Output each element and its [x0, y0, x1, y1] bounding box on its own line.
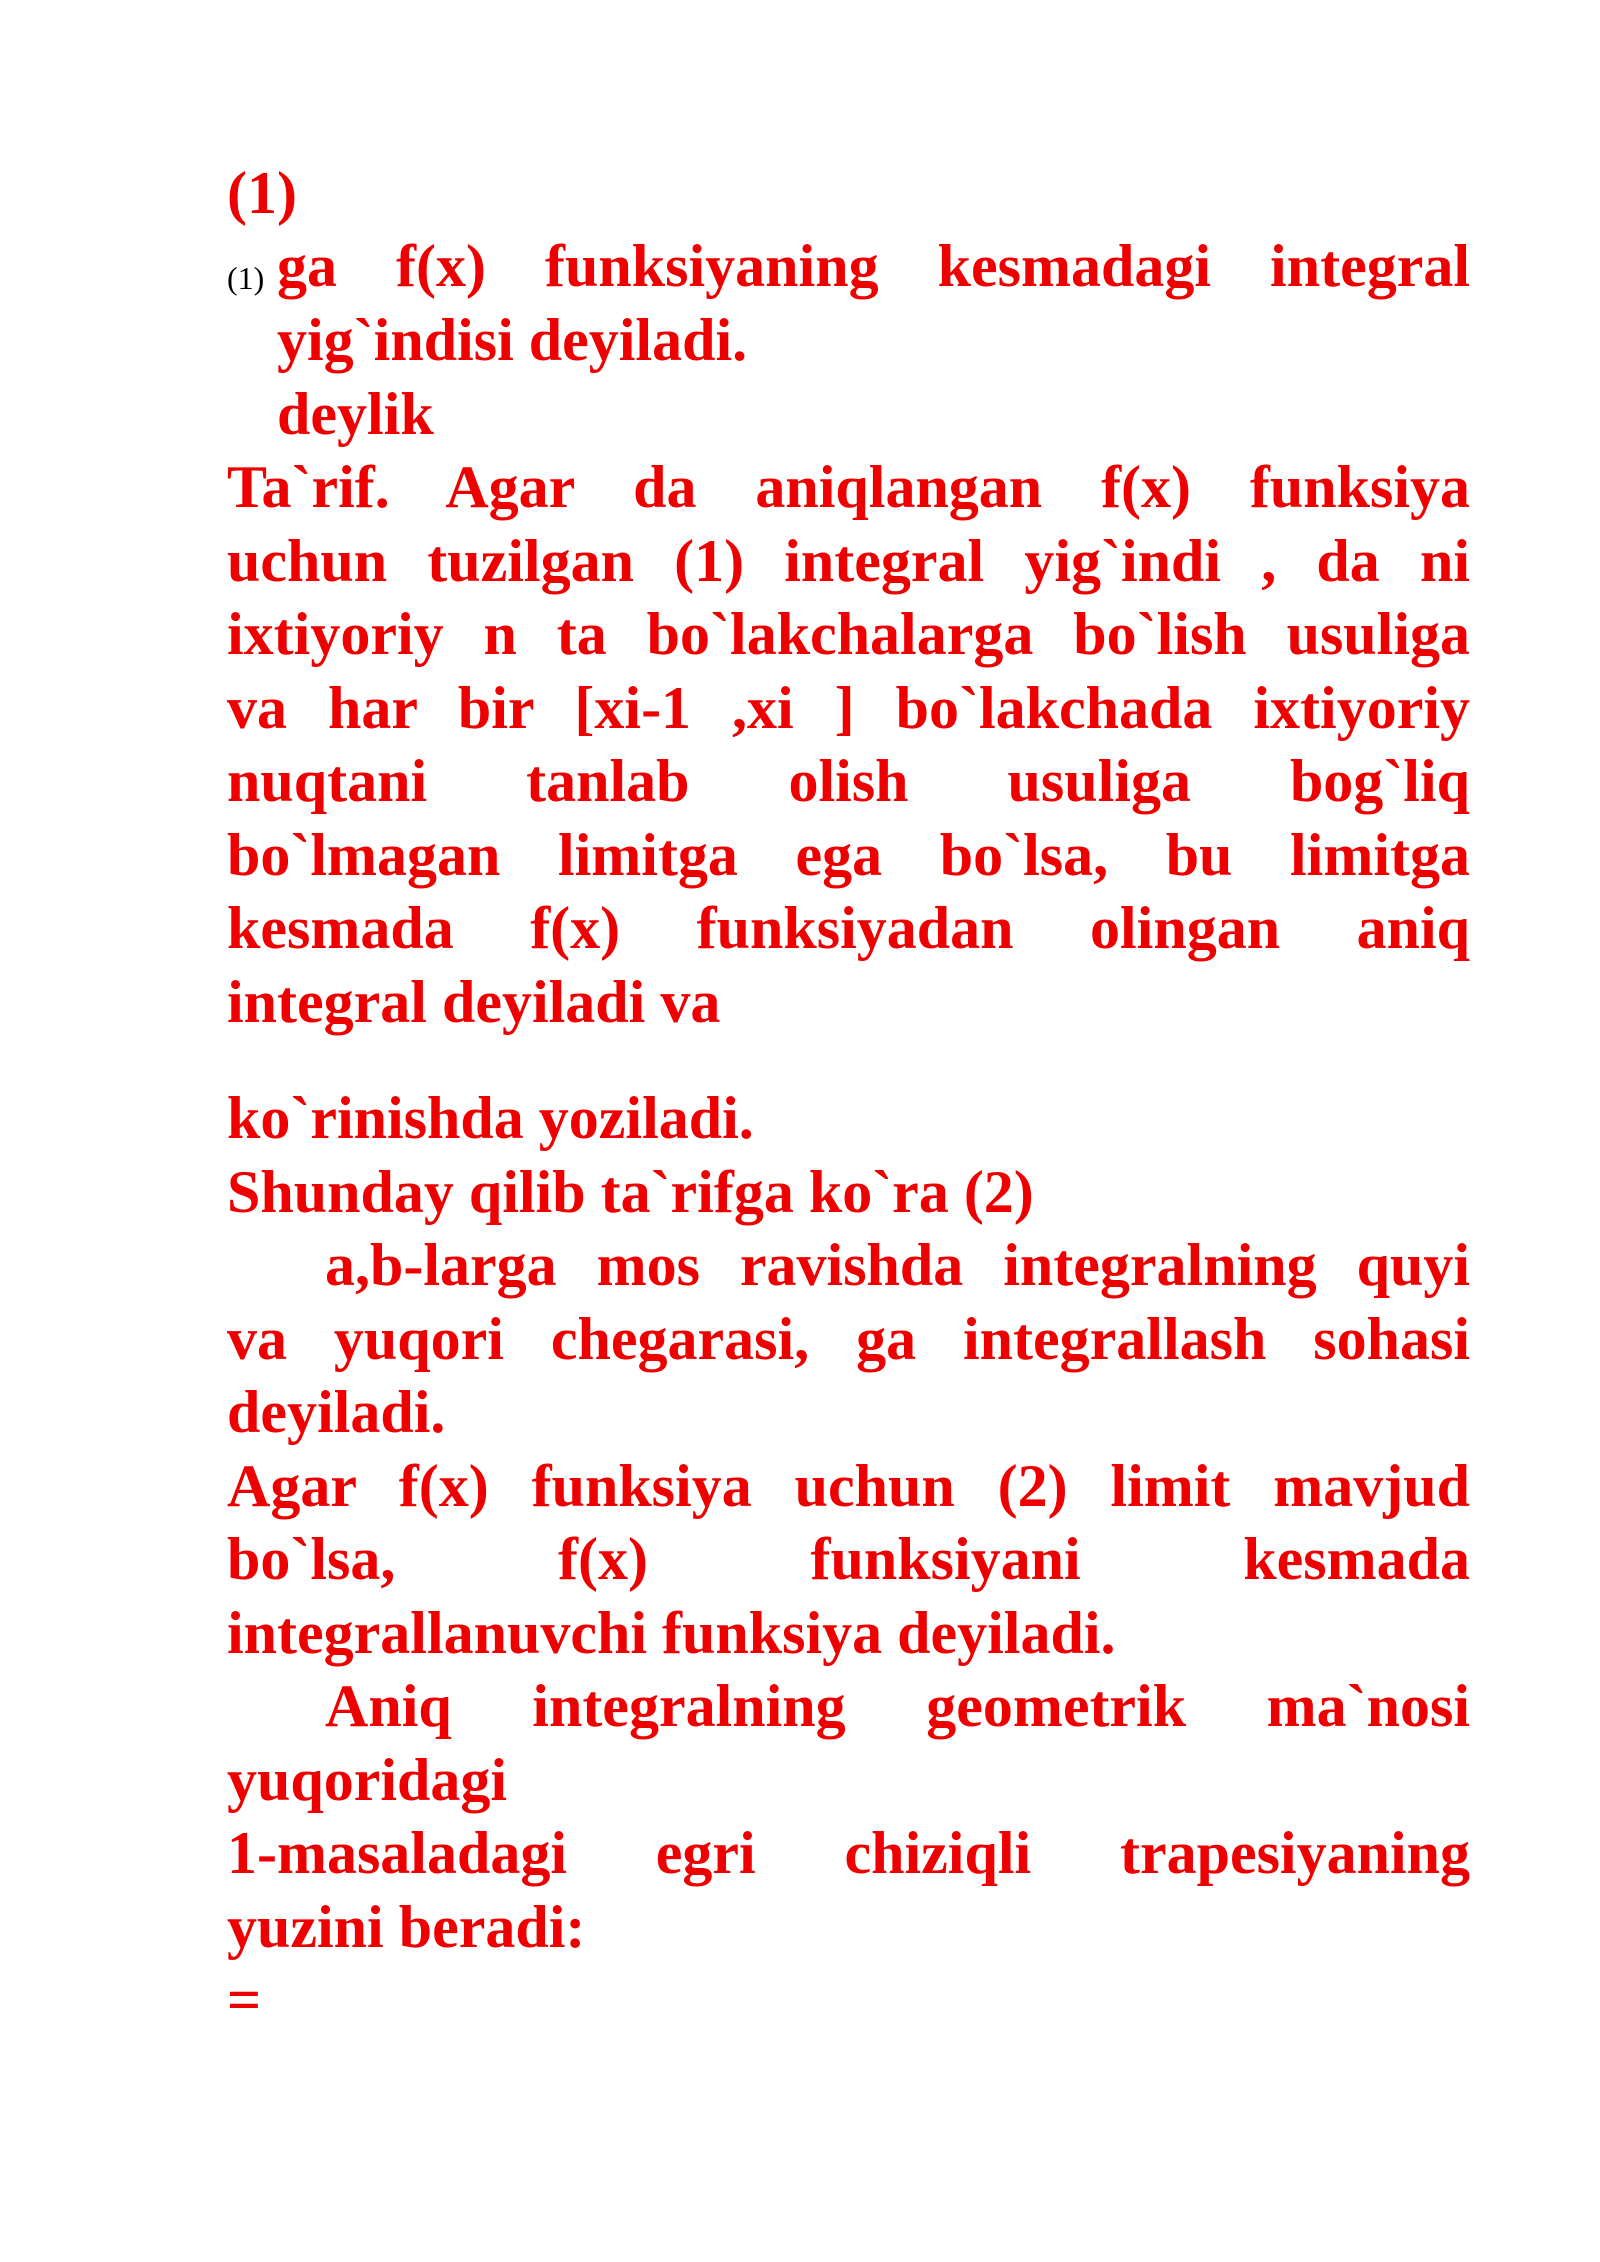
text-line: yig`indisi deyiladi.	[277, 307, 748, 373]
text-line: deyiladi.	[227, 1379, 446, 1445]
definition-paragraph-line: nuqtani tanlab olish usuliga bog`liq	[227, 748, 1470, 814]
equals-sign: =	[227, 1967, 262, 2033]
text-line: Shunday qilib ta`rifga ko`ra (2)	[227, 1159, 1034, 1225]
text-line: yuzini beradi:	[227, 1894, 586, 1960]
equation-number-1: (1)	[227, 160, 297, 226]
definition-paragraph-line: ixtiyoriy n ta bo`lakchalarga bo`lish usuliga	[227, 601, 1470, 667]
definition-paragraph-line: kesmada f(x) funksiyadan olingan aniq	[227, 895, 1470, 961]
text-line: integrallanuvchi funksiya deyiladi.	[227, 1600, 1116, 1666]
definition-paragraph-line: bo`lmagan limitga ega bo`lsa, bu limitga	[227, 822, 1470, 888]
text-line: yuqoridagi	[227, 1747, 508, 1813]
text-line: va yuqori chegarasi, ga integrallash sohasi	[227, 1306, 1470, 1372]
text-line: ko`rinishda yoziladi.	[227, 1085, 754, 1151]
definition-paragraph-line: integral deyiladi va	[227, 969, 721, 1035]
definition-paragraph-line: Ta`rif. Agar da aniqlangan f(x) funksiya	[227, 454, 1470, 520]
text-line: Agar f(x) funksiya uchun (2) limit mavjud	[227, 1453, 1470, 1519]
definition-paragraph-line: va har bir [xi-1 ,xi ] bo`lakchada ixtiyoriy	[227, 675, 1470, 741]
definition-paragraph-line: uchun tuzilgan (1) integral yig`indi , da ni	[227, 528, 1470, 594]
text-line: deylik	[277, 381, 434, 447]
text-line: ga f(x) funksiyaning kesmadagi integral	[277, 233, 1470, 299]
text-line: a,b-larga mos ravishda integralning quyi	[325, 1232, 1470, 1298]
text-line: 1-masaladagi egri chiziqli trapesiyaning	[227, 1820, 1470, 1886]
text-line: bo`lsa, f(x) funksiyani kesmada	[227, 1526, 1470, 1592]
text-line: Aniq integralning geometrik ma`nosi	[325, 1673, 1470, 1739]
equation-label-1: (1)	[227, 260, 265, 296]
